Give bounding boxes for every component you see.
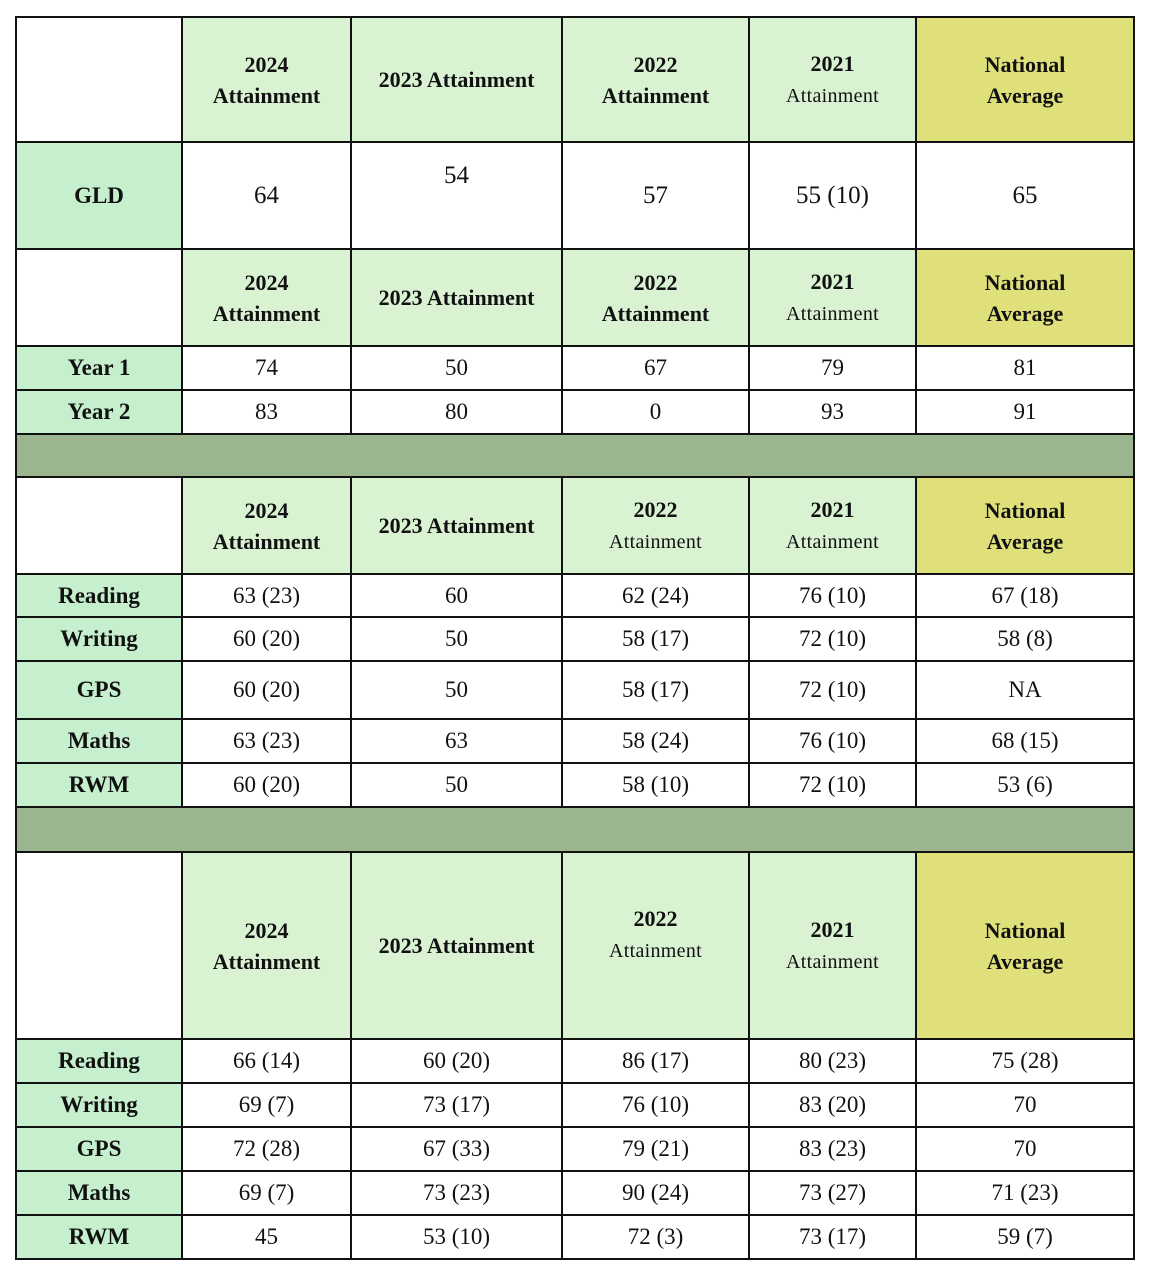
value-cell: 83 (23): [749, 1127, 916, 1171]
value-cell: 66 (14): [182, 1039, 351, 1083]
table-row: [16, 1215, 1134, 1259]
table-row: [16, 763, 1134, 807]
value-cell: 0: [562, 390, 749, 434]
header-2021: 2021 Attainment: [749, 477, 916, 574]
header-2023: 2023 Attainment: [351, 249, 562, 346]
header-2024: 2024 Attainment: [182, 17, 351, 142]
value-cell: 79: [749, 346, 916, 390]
value-cell: 53 (10): [351, 1215, 562, 1259]
value-cell: 63 (23): [182, 574, 351, 617]
header-national: National Average: [916, 852, 1134, 1039]
value-cell: 58 (17): [562, 617, 749, 661]
value-cell: 73 (27): [749, 1171, 916, 1215]
value-cell: 57: [562, 142, 749, 249]
value-cell: 90 (24): [562, 1171, 749, 1215]
value-cell: 63: [351, 719, 562, 763]
row-label: Maths: [16, 719, 182, 763]
value-cell: 50: [351, 661, 562, 719]
gld-row: [16, 142, 1134, 249]
ks2-header-row: [16, 852, 1134, 1039]
header-2024: 2024 Attainment: [182, 249, 351, 346]
value-cell: 60 (20): [182, 661, 351, 719]
value-cell: 76 (10): [562, 1083, 749, 1127]
row-label: GPS: [16, 661, 182, 719]
value-cell: 60 (20): [182, 617, 351, 661]
value-cell: 70: [916, 1127, 1134, 1171]
value-cell: 62 (24): [562, 574, 749, 617]
value-cell: 69 (7): [182, 1171, 351, 1215]
value-cell: NA: [916, 661, 1134, 719]
header-2024: 2024 Attainment: [182, 852, 351, 1039]
table-row: [16, 1039, 1134, 1083]
section-separator: [16, 434, 1134, 477]
value-cell: 63 (23): [182, 719, 351, 763]
value-cell: 67 (33): [351, 1127, 562, 1171]
row-label: GLD: [16, 142, 182, 249]
value-cell: 59 (7): [916, 1215, 1134, 1259]
value-cell: 73 (17): [749, 1215, 916, 1259]
table-row: [16, 617, 1134, 661]
table-row: [16, 574, 1134, 617]
value-cell: 79 (21): [562, 1127, 749, 1171]
row-label: Year 1: [16, 346, 182, 390]
header-national: National Average: [916, 17, 1134, 142]
corner-cell: [16, 852, 182, 1039]
phonics-header-row: [16, 249, 1134, 346]
gld-header-row: [16, 17, 1134, 142]
value-cell: 80 (23): [749, 1039, 916, 1083]
corner-cell: [16, 249, 182, 346]
value-cell: 60 (20): [182, 763, 351, 807]
value-cell: 76 (10): [749, 719, 916, 763]
value-cell: 60: [351, 574, 562, 617]
value-cell: 58 (8): [916, 617, 1134, 661]
value-cell: 72 (3): [562, 1215, 749, 1259]
value-cell: 73 (23): [351, 1171, 562, 1215]
value-cell: 50: [351, 617, 562, 661]
row-label: Maths: [16, 1171, 182, 1215]
header-2021: 2021 Attainment: [749, 249, 916, 346]
row-label: Writing: [16, 1083, 182, 1127]
value-cell: 83: [182, 390, 351, 434]
section-separator: [16, 807, 1134, 852]
row-label: GPS: [16, 1127, 182, 1171]
value-cell: 71 (23): [916, 1171, 1134, 1215]
table-row: [16, 1171, 1134, 1215]
row-label: RWM: [16, 1215, 182, 1259]
value-cell: 58 (10): [562, 763, 749, 807]
value-cell: 86 (17): [562, 1039, 749, 1083]
value-cell: 73 (17): [351, 1083, 562, 1127]
table-row: [16, 1127, 1134, 1171]
ks1-header-row: [16, 477, 1134, 574]
value-cell: 74: [182, 346, 351, 390]
value-cell: 50: [351, 763, 562, 807]
attainment-table: [15, 16, 1135, 1260]
header-2021: 2021 Attainment: [749, 852, 916, 1039]
value-cell: 67: [562, 346, 749, 390]
table-row: [16, 390, 1134, 434]
value-cell: 72 (10): [749, 661, 916, 719]
header-2023: 2023 Attainment: [351, 17, 562, 142]
header-2022: 2022 Attainment: [562, 477, 749, 574]
value-cell: 53 (6): [916, 763, 1134, 807]
value-cell: 67 (18): [916, 574, 1134, 617]
value-cell: 93: [749, 390, 916, 434]
corner-cell: [16, 477, 182, 574]
value-cell: 58 (17): [562, 661, 749, 719]
header-national: National Average: [916, 477, 1134, 574]
row-label: Reading: [16, 1039, 182, 1083]
header-2022: 2022 Attainment: [562, 17, 749, 142]
table-row: [16, 719, 1134, 763]
value-cell: 91: [916, 390, 1134, 434]
value-cell: 69 (7): [182, 1083, 351, 1127]
header-2023: 2023 Attainment: [351, 477, 562, 574]
value-cell: 80: [351, 390, 562, 434]
header-2022: 2022 Attainment: [562, 249, 749, 346]
value-cell: 75 (28): [916, 1039, 1134, 1083]
header-2022: 2022 Attainment: [562, 852, 749, 1039]
value-cell: 55 (10): [749, 142, 916, 249]
value-cell: 45: [182, 1215, 351, 1259]
value-cell: 72 (10): [749, 763, 916, 807]
value-cell: 60 (20): [351, 1039, 562, 1083]
value-cell: 72 (28): [182, 1127, 351, 1171]
value-cell: 50: [351, 346, 562, 390]
table-row: [16, 1083, 1134, 1127]
header-national: National Average: [916, 249, 1134, 346]
header-2024: 2024 Attainment: [182, 477, 351, 574]
row-label: Year 2: [16, 390, 182, 434]
value-cell: 58 (24): [562, 719, 749, 763]
row-label: Reading: [16, 574, 182, 617]
value-cell: 68 (15): [916, 719, 1134, 763]
row-label: Writing: [16, 617, 182, 661]
value-cell: 65: [916, 142, 1134, 249]
value-cell: 72 (10): [749, 617, 916, 661]
value-cell: 83 (20): [749, 1083, 916, 1127]
value-cell: 64: [182, 142, 351, 249]
corner-cell: [16, 17, 182, 142]
table-row: [16, 346, 1134, 390]
header-2021: 2021 Attainment: [749, 17, 916, 142]
value-cell: 81: [916, 346, 1134, 390]
value-cell: 54: [351, 142, 562, 249]
value-cell: 76 (10): [749, 574, 916, 617]
header-2023: 2023 Attainment: [351, 852, 562, 1039]
table-row: [16, 661, 1134, 719]
value-cell: 70: [916, 1083, 1134, 1127]
row-label: RWM: [16, 763, 182, 807]
